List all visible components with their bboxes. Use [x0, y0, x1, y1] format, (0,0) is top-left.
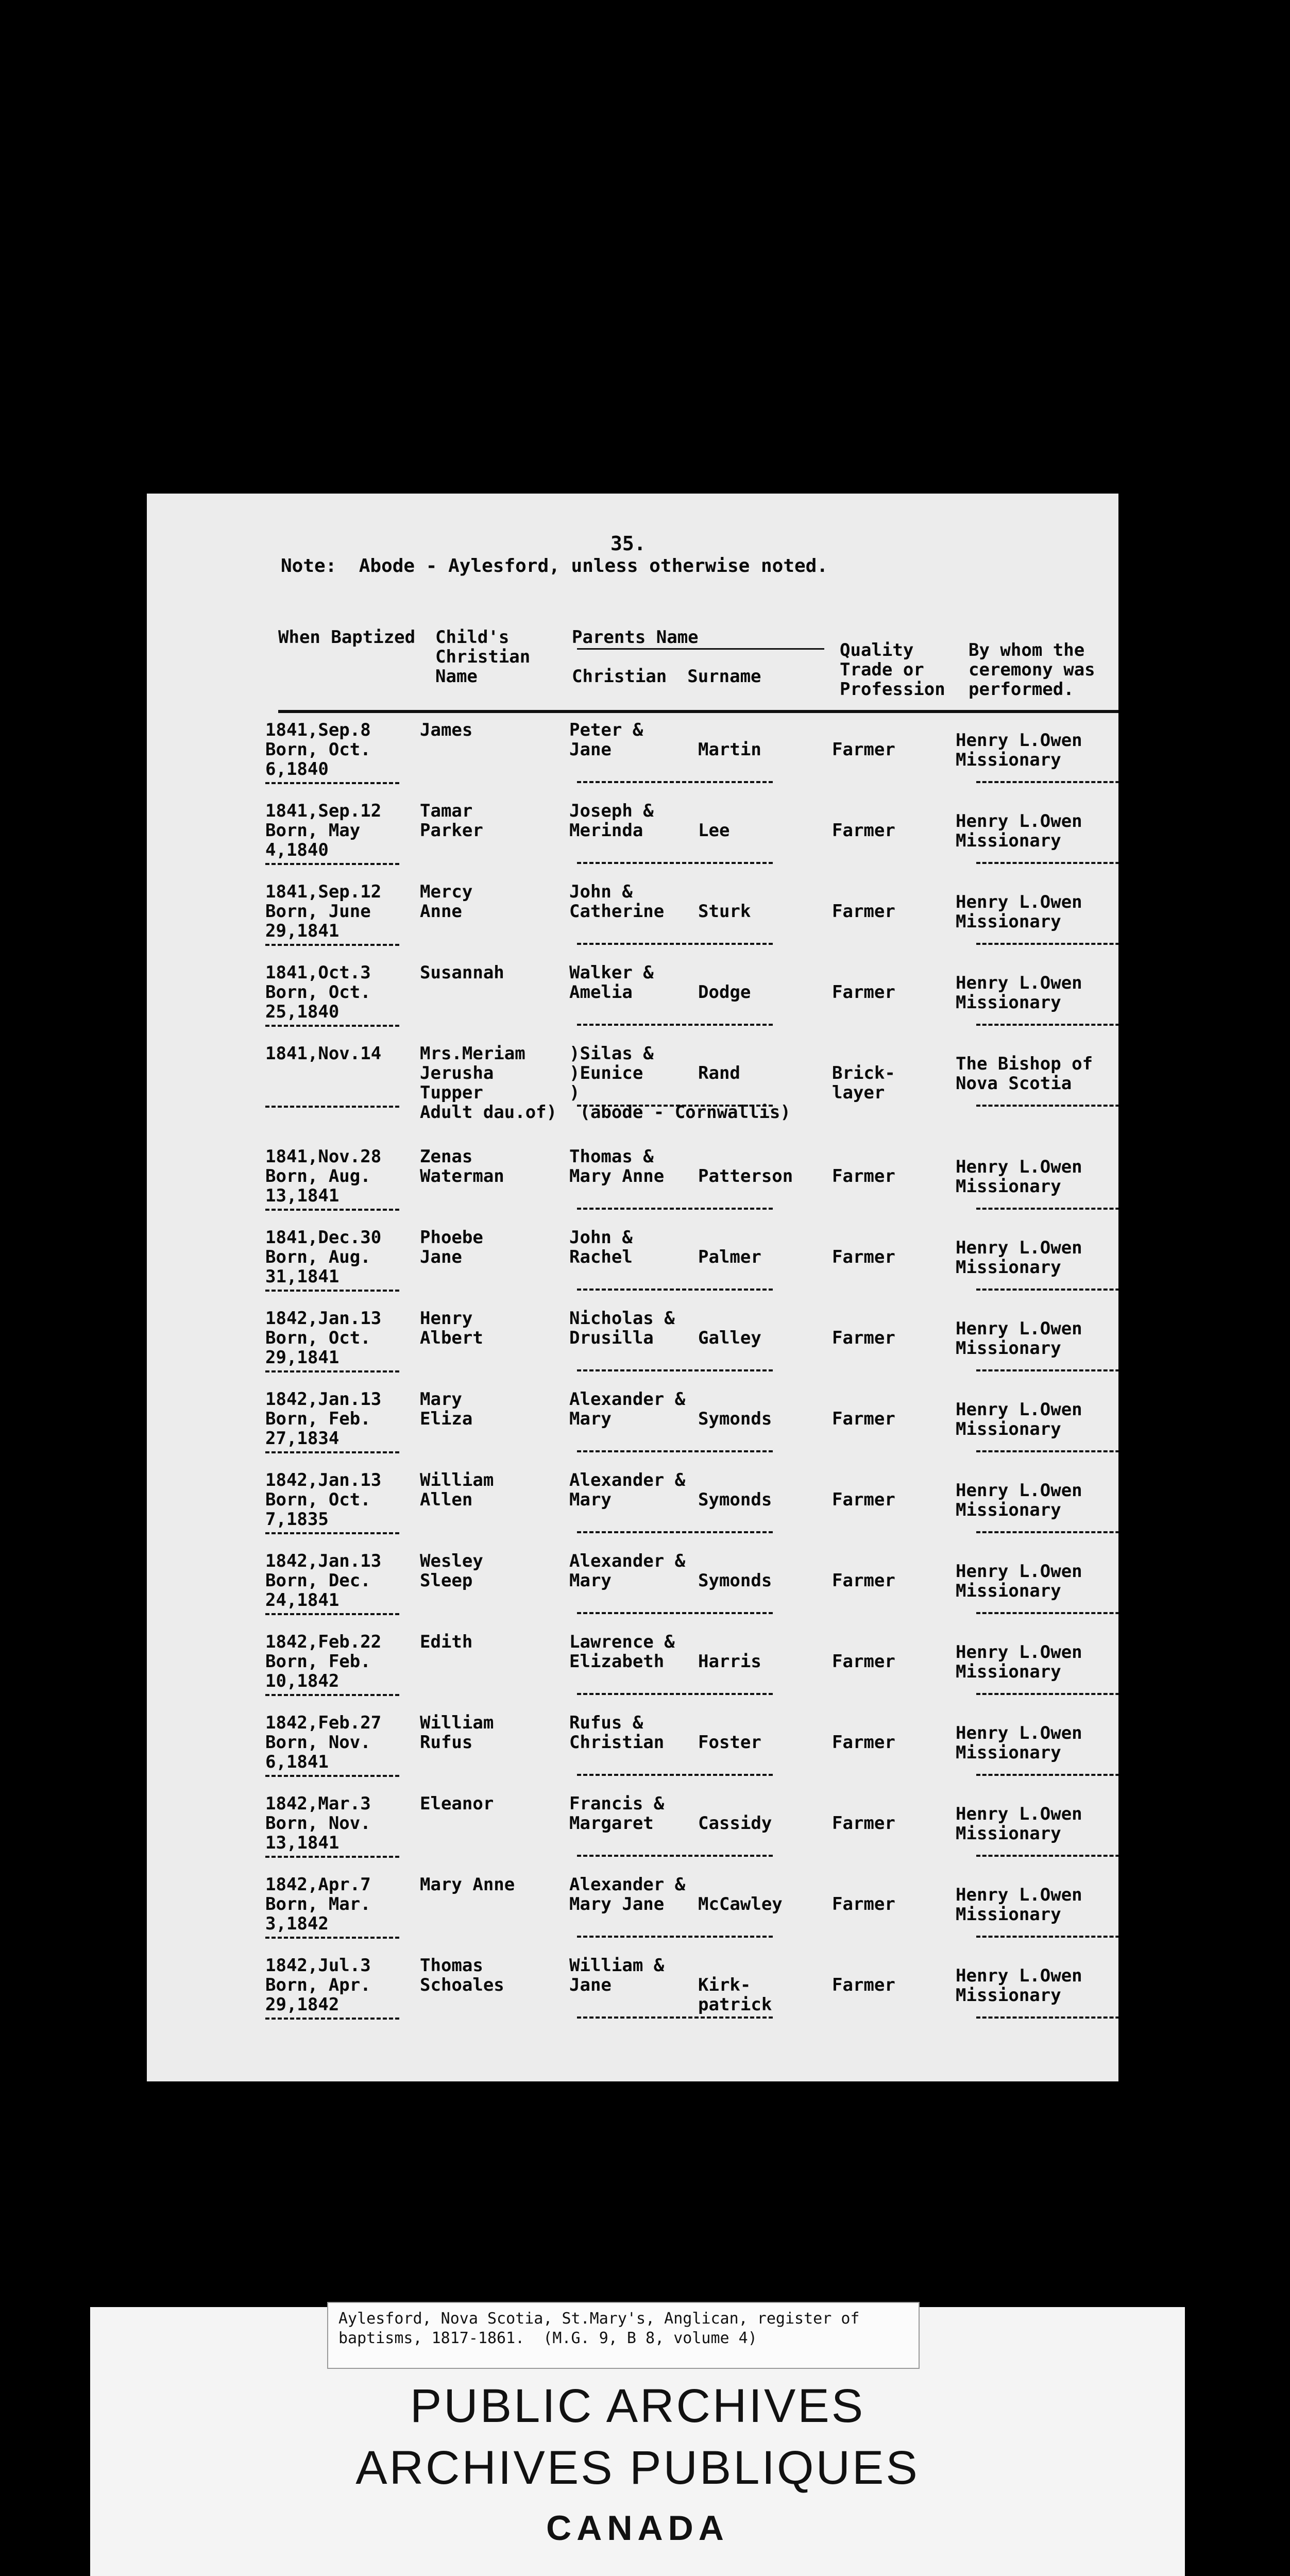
child-name: Edith: [420, 1632, 473, 1652]
dashed-rule: [577, 1855, 773, 1857]
baptism-date: 1841,Nov.14: [265, 1043, 382, 1064]
parents-christian-names: Rufus & Christian: [569, 1713, 665, 1753]
parents-christian-names: Joseph & Merinda: [569, 801, 654, 841]
officiant: Henry L.Owen Missionary: [956, 1965, 1082, 2006]
dashed-rule: [265, 2018, 399, 2020]
baptism-date: 1842,Feb.27 Born, Nov. 6,1841: [265, 1713, 382, 1772]
dashed-rule: [265, 1613, 399, 1615]
header-christian: Christian: [572, 666, 667, 687]
dashed-rule: [976, 1450, 1118, 1452]
child-name: Mrs.Meriam Jerusha Tupper Adult dau.of): [420, 1043, 557, 1123]
dashed-rule: [577, 1105, 773, 1107]
officiant: Henry L.Owen Missionary: [956, 1318, 1082, 1359]
dashed-rule: [976, 862, 1118, 864]
dashed-rule: [577, 1024, 773, 1026]
page-number: 35.: [610, 532, 646, 555]
parents-christian-names: Peter & Jane: [569, 720, 643, 760]
parents-christian-names: Alexander & Mary: [569, 1551, 686, 1591]
officiant: Henry L.Owen Missionary: [956, 1157, 1082, 1197]
parent-profession: Farmer: [832, 1813, 895, 1834]
archive-country: CANADA: [546, 2509, 729, 2548]
parent-profession: Farmer: [832, 982, 895, 1003]
parent-profession: Farmer: [832, 1894, 895, 1914]
dashed-rule: [577, 2016, 773, 2019]
parents-christian-names: John & Rachel: [569, 1227, 633, 1267]
parent-profession: Farmer: [832, 1247, 895, 1267]
dashed-rule: [976, 1936, 1118, 1938]
dashed-rule: [577, 1289, 773, 1291]
baptism-date: 1842,Apr.7 Born, Mar. 3,1842: [265, 1874, 371, 1934]
child-name: Thomas Schoales: [420, 1955, 504, 1995]
parents-surname: Dodge: [698, 982, 751, 1003]
parent-profession: Farmer: [832, 1328, 895, 1348]
dashed-rule: [577, 1774, 773, 1776]
header-by-whom: By whom the ceremony was performed.: [969, 640, 1095, 700]
child-name: Henry Albert: [420, 1308, 483, 1348]
parents-christian-names: Francis & Margaret: [569, 1793, 665, 1834]
dashed-rule: [577, 862, 773, 864]
parents-surname: Harris: [698, 1651, 761, 1672]
dashed-rule: [976, 1024, 1118, 1026]
parents-surname: Lee: [698, 820, 730, 841]
parent-profession: Farmer: [832, 1570, 895, 1591]
dashed-rule: [265, 1694, 399, 1696]
officiant: Henry L.Owen Missionary: [956, 892, 1082, 932]
baptism-date: 1842,Jan.13 Born, Oct. 7,1835: [265, 1470, 382, 1530]
header-divider: [577, 648, 824, 650]
dashed-rule: [577, 1208, 773, 1210]
dashed-rule: [265, 944, 399, 946]
child-name: Eleanor: [420, 1793, 494, 1814]
dashed-rule: [265, 1025, 399, 1027]
officiant: Henry L.Owen Missionary: [956, 1642, 1082, 1682]
archive-card: [90, 2307, 1185, 2576]
parents-surname: Sturk: [698, 901, 751, 922]
dashed-rule: [265, 1856, 399, 1858]
parent-profession: Farmer: [832, 739, 895, 760]
parent-profession: Farmer: [832, 1489, 895, 1510]
register-entry: [147, 1713, 1118, 1794]
parents-surname: Symonds: [698, 1489, 772, 1510]
baptism-date: 1841,Sep.8 Born, Oct. 6,1840: [265, 720, 371, 779]
collection-label: [327, 2302, 920, 2369]
dashed-rule: [976, 1855, 1118, 1857]
register-entries: [147, 720, 1118, 2069]
child-name: Susannah: [420, 962, 504, 983]
parents-christian-names: John & Catherine: [569, 882, 665, 922]
parents-surname: Martin: [698, 739, 761, 760]
child-name: Mary Eliza: [420, 1389, 473, 1429]
dashed-rule: [976, 943, 1118, 945]
parent-profession: Brick- layer: [832, 1063, 895, 1103]
parents-christian-names: Walker & Amelia: [569, 962, 654, 1003]
parents-christian-names: Thomas & Mary Anne: [569, 1146, 665, 1187]
archive-name-french: ARCHIVES PUBLIQUES: [355, 2442, 920, 2494]
header-surname: Surname: [687, 666, 761, 687]
child-name: William Allen: [420, 1470, 494, 1510]
parents-surname: McCawley: [698, 1894, 783, 1914]
officiant: Henry L.Owen Missionary: [956, 730, 1082, 770]
dashed-rule: [976, 1208, 1118, 1210]
baptism-date: 1842,Mar.3 Born, Nov. 13,1841: [265, 1793, 371, 1853]
child-name: Mary Anne: [420, 1874, 515, 1895]
child-name: Zenas Waterman: [420, 1146, 504, 1187]
parent-profession: Farmer: [832, 1732, 895, 1753]
header-when-baptized: When Baptized: [278, 627, 416, 648]
parents-surname: Symonds: [698, 1409, 772, 1429]
register-entry: [147, 1389, 1118, 1470]
dashed-rule: [577, 943, 773, 945]
baptism-date: 1842,Jan.13 Born, Feb. 27,1834: [265, 1389, 382, 1449]
parents-surname: Symonds: [698, 1570, 772, 1591]
parents-surname: Palmer: [698, 1247, 761, 1267]
collection-label-text: Aylesford, Nova Scotia, St.Mary's, Anglican, register of baptisms, 1817-1861. (M.G. 9, B 8, volume 4): [338, 2310, 860, 2347]
child-name: Mercy Anne: [420, 882, 473, 922]
child-name: James: [420, 720, 473, 740]
baptism-date: 1842,Jul.3 Born, Apr. 29,1842: [265, 1955, 371, 2015]
register-entry: [147, 720, 1118, 801]
register-entry: [147, 882, 1118, 963]
officiant: Henry L.Owen Missionary: [956, 1723, 1082, 1763]
dashed-rule: [265, 1532, 399, 1534]
officiant: Henry L.Owen Missionary: [956, 1804, 1082, 1844]
register-page: [147, 494, 1118, 2081]
dashed-rule: [976, 1774, 1118, 1776]
parent-profession: Farmer: [832, 820, 895, 841]
dashed-rule: [577, 781, 773, 783]
parent-profession: Farmer: [832, 1166, 895, 1187]
parents-surname: Galley: [698, 1328, 761, 1348]
parent-profession: Farmer: [832, 1409, 895, 1429]
dashed-rule: [265, 1290, 399, 1292]
dashed-rule: [976, 1612, 1118, 1614]
archive-name-english: PUBLIC ARCHIVES: [410, 2380, 865, 2432]
dashed-rule: [265, 1370, 399, 1372]
header-parents-label: Parents Name: [572, 627, 699, 648]
header-parents-name: [572, 628, 829, 686]
baptism-date: 1841,Oct.3 Born, Oct. 25,1840: [265, 962, 371, 1022]
register-entry: [147, 1044, 1118, 1147]
baptism-date: 1842,Jan.13 Born, Dec. 24,1841: [265, 1551, 382, 1611]
parents-christian-names: Alexander & Mary Jane: [569, 1874, 686, 1914]
register-entry: [147, 1228, 1118, 1309]
register-entry: [147, 1551, 1118, 1632]
parents-christian-names: William & Jane: [569, 1955, 665, 1995]
baptism-date: 1841,Nov.28 Born, Aug. 13,1841: [265, 1146, 382, 1206]
parents-surname: Cassidy: [698, 1813, 772, 1834]
register-entry: [147, 1956, 1118, 2069]
parents-christian-names: Nicholas & Drusilla: [569, 1308, 675, 1348]
register-entry: [147, 1147, 1118, 1228]
officiant: Henry L.Owen Missionary: [956, 1480, 1082, 1520]
dashed-rule: [577, 1936, 773, 1938]
register-entry: [147, 1309, 1118, 1389]
dashed-rule: [265, 1106, 399, 1108]
officiant: Henry L.Owen Missionary: [956, 1238, 1082, 1278]
dashed-rule: [265, 782, 399, 784]
officiant: The Bishop of Nova Scotia: [956, 1054, 1093, 1094]
register-entry: [147, 963, 1118, 1044]
dashed-rule: [265, 1937, 399, 1939]
dashed-rule: [577, 1369, 773, 1371]
baptism-date: 1841,Sep.12 Born, May 4,1840: [265, 801, 382, 860]
parent-profession: Farmer: [832, 901, 895, 922]
dashed-rule: [976, 1105, 1118, 1107]
register-entry: [147, 1470, 1118, 1551]
child-name: William Rufus: [420, 1713, 494, 1753]
abode-note: Note: Abode - Aylesford, unless otherwise noted.: [281, 555, 828, 577]
parent-profession: Farmer: [832, 1651, 895, 1672]
parents-christian-names: Alexander & Mary: [569, 1470, 686, 1510]
dashed-rule: [976, 1693, 1118, 1695]
dashed-rule: [976, 1531, 1118, 1533]
dashed-rule: [577, 1531, 773, 1533]
parents-christian-names: )Silas & )Eunice ) (abode - Cornwallis): [569, 1043, 791, 1123]
officiant: Henry L.Owen Missionary: [956, 1885, 1082, 1925]
dashed-rule: [577, 1693, 773, 1695]
dashed-rule: [976, 781, 1118, 783]
register-entry: [147, 801, 1118, 882]
officiant: Henry L.Owen Missionary: [956, 973, 1082, 1013]
baptism-date: 1842,Feb.22 Born, Feb. 10,1842: [265, 1632, 382, 1691]
register-entry: [147, 1794, 1118, 1875]
baptism-date: 1842,Jan.13 Born, Oct. 29,1841: [265, 1308, 382, 1368]
register-entry: [147, 1632, 1118, 1713]
parents-christian-names: Alexander & Mary: [569, 1389, 686, 1429]
dashed-rule: [265, 1775, 399, 1777]
child-name: Wesley Sleep: [420, 1551, 483, 1591]
child-name: Tamar Parker: [420, 801, 483, 841]
dashed-rule: [265, 863, 399, 865]
baptism-date: 1841,Sep.12 Born, June 29,1841: [265, 882, 382, 941]
dashed-rule: [265, 1451, 399, 1453]
officiant: Henry L.Owen Missionary: [956, 1399, 1082, 1439]
dashed-rule: [976, 1289, 1118, 1291]
dashed-rule: [577, 1450, 773, 1452]
parents-surname: Patterson: [698, 1166, 793, 1187]
parents-surname: Rand: [698, 1063, 740, 1083]
officiant: Henry L.Owen Missionary: [956, 1561, 1082, 1601]
dashed-rule: [577, 1612, 773, 1614]
register-entry: [147, 1875, 1118, 1956]
child-name: Phoebe Jane: [420, 1227, 483, 1267]
parents-surname: Kirk- patrick: [698, 1975, 772, 2015]
officiant: Henry L.Owen Missionary: [956, 811, 1082, 851]
dashed-rule: [976, 2016, 1118, 2019]
header-quality: Quality Trade or Profession: [840, 640, 945, 700]
dashed-rule: [265, 1209, 399, 1211]
dashed-rule: [976, 1369, 1118, 1371]
header-child-name: Child's Christian Name: [435, 627, 531, 687]
parent-profession: Farmer: [832, 1975, 895, 1995]
parents-christian-names: Lawrence & Elizabeth: [569, 1632, 675, 1672]
baptism-date: 1841,Dec.30 Born, Aug. 31,1841: [265, 1227, 382, 1287]
parents-surname: Foster: [698, 1732, 761, 1753]
header-rule: [278, 710, 1118, 713]
